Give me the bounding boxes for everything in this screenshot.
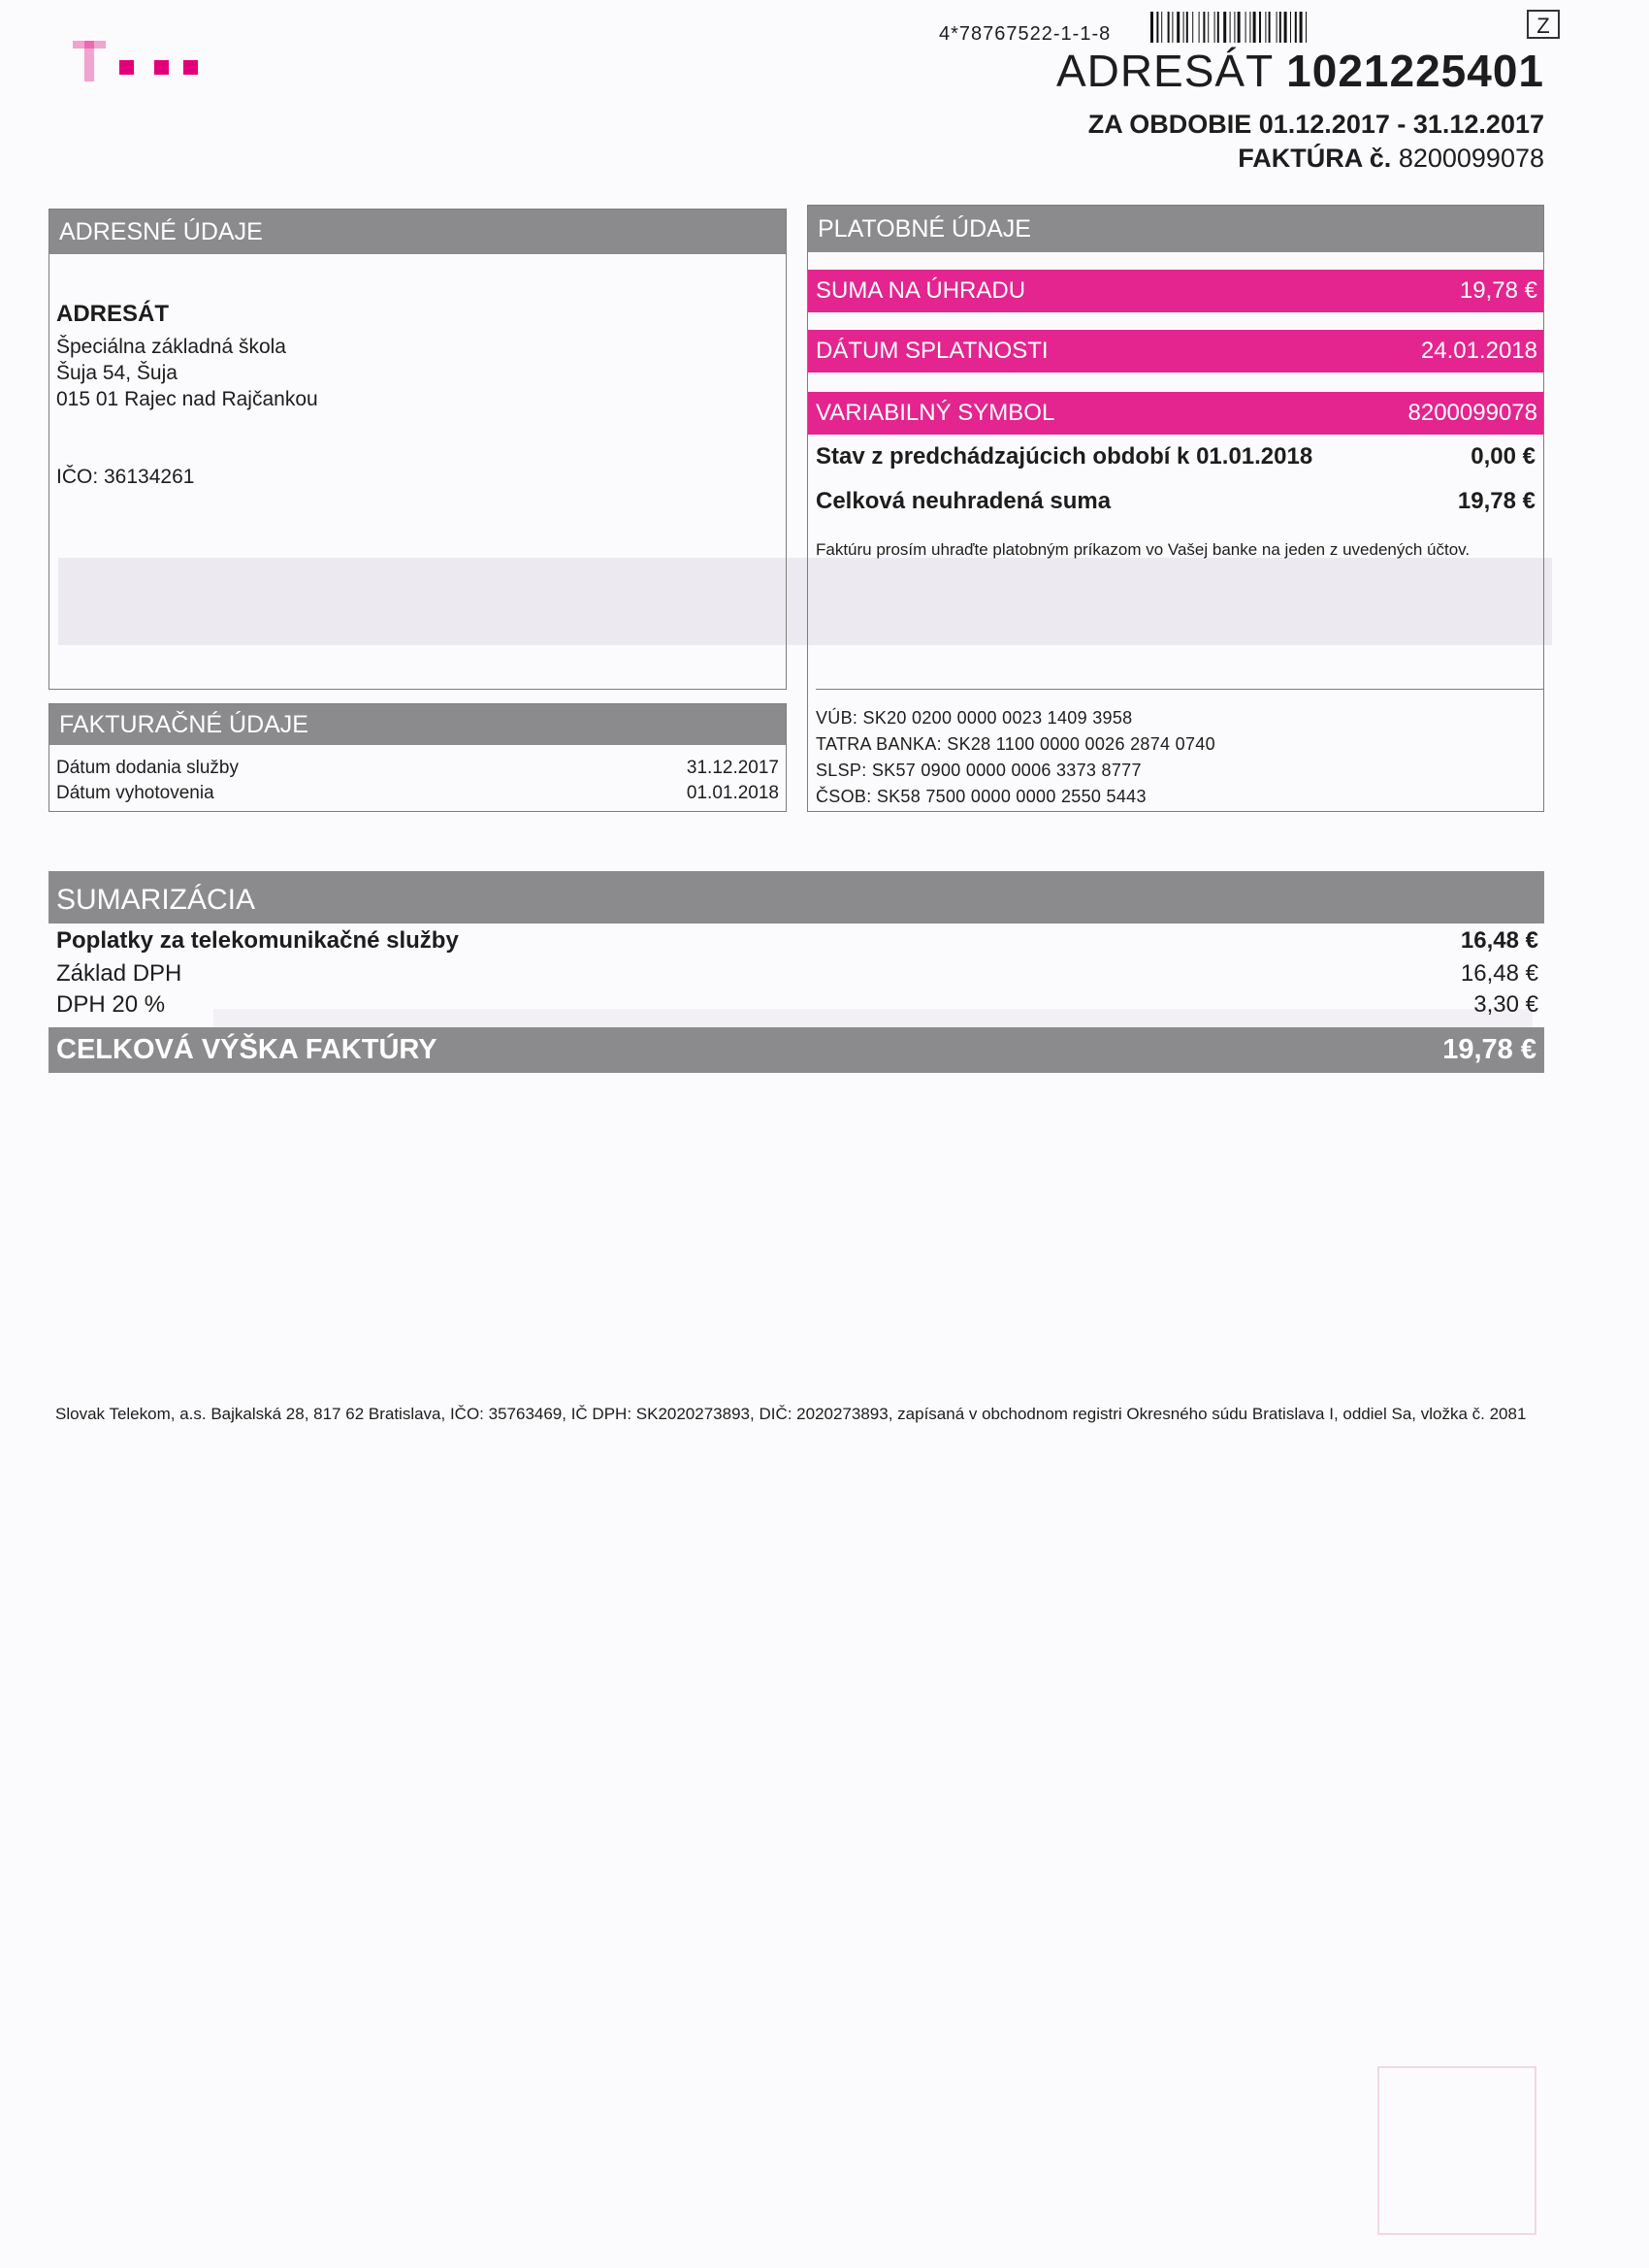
amount-due-label: SUMA NA ÚHRADU bbox=[816, 277, 1026, 304]
address-line: Špeciálna základná škola bbox=[56, 336, 286, 358]
barcode-stripe bbox=[1269, 12, 1271, 43]
billing-section-title: FAKTURAČNÉ ÚDAJE bbox=[49, 704, 786, 745]
invoice-total-label: CELKOVÁ VÝŠKA FAKTÚRY bbox=[56, 1034, 437, 1065]
address-label: ADRESÁT bbox=[56, 301, 170, 327]
barcode-stripe bbox=[1217, 12, 1219, 43]
divider bbox=[816, 689, 1543, 690]
barcode-stripe bbox=[1238, 12, 1241, 43]
barcode-stripe bbox=[1265, 12, 1266, 43]
address-ico: IČO: 36134261 bbox=[56, 466, 195, 488]
document-code: 4*78767522-1-1-8 bbox=[939, 23, 1112, 45]
barcode-stripe bbox=[1203, 12, 1205, 43]
barcode-stripe bbox=[1199, 12, 1200, 43]
summary-row bbox=[56, 927, 1538, 955]
payment-note: Faktúru prosím uhraďte platobným príkazom vo Vašej banke na jeden z uvedených účtov. bbox=[816, 540, 1471, 559]
addressee-label: ADRESÁT bbox=[1055, 46, 1274, 96]
invoice-total-value: 19,78 € bbox=[1442, 1034, 1536, 1065]
address-section bbox=[48, 209, 787, 690]
summary-row-value: 16,48 € bbox=[1460, 960, 1538, 987]
barcode-stripe bbox=[1249, 12, 1250, 43]
addressee-number-line bbox=[1056, 45, 1544, 97]
address-line: 015 01 Rajec nad Rajčankou bbox=[56, 388, 318, 410]
summary-row bbox=[56, 991, 1538, 1019]
barcode-stripe bbox=[1259, 12, 1261, 43]
barcode-stripe bbox=[1183, 12, 1184, 43]
barcode-stripe bbox=[1230, 12, 1231, 43]
logo-dot bbox=[119, 60, 134, 75]
address-section-title: ADRESNÉ ÚDAJE bbox=[49, 210, 786, 254]
due-date-label: DÁTUM SPLATNOSTI bbox=[816, 338, 1049, 364]
barcode-stripe bbox=[1279, 12, 1281, 43]
telekom-t-icon bbox=[73, 41, 106, 81]
barcode-stripe bbox=[1234, 12, 1235, 43]
previous-balance-value: 0,00 € bbox=[1471, 443, 1536, 470]
z-mark: Z bbox=[1527, 10, 1560, 39]
summary-row-label: DPH 20 % bbox=[56, 991, 166, 1018]
bank-account: SLSP: SK57 0900 0000 0006 3373 8777 bbox=[816, 761, 1142, 780]
summary-row-value: 3,30 € bbox=[1473, 991, 1538, 1018]
billing-row-label: Dátum dodania služby bbox=[56, 758, 239, 778]
billing-row-value: 01.01.2018 bbox=[686, 783, 779, 803]
bank-account: VÚB: SK20 0200 0000 0023 1409 3958 bbox=[816, 708, 1133, 728]
barcode-stripe bbox=[1150, 12, 1153, 43]
period-label: ZA OBDOBIE bbox=[1087, 110, 1252, 139]
barcode-stripe bbox=[1186, 12, 1188, 43]
variable-symbol-value: 8200099078 bbox=[1407, 400, 1537, 426]
barcode-stripe bbox=[1290, 12, 1291, 43]
barcode-stripe bbox=[1253, 12, 1256, 43]
total-unpaid-value: 19,78 € bbox=[1457, 488, 1536, 514]
invoice-total-bar bbox=[48, 1027, 1544, 1073]
billing-row-value: 31.12.2017 bbox=[686, 758, 779, 778]
summary-row-value: 16,48 € bbox=[1460, 927, 1538, 954]
total-unpaid-row bbox=[816, 488, 1536, 515]
barcode bbox=[1150, 12, 1492, 43]
bank-account: ČSOB: SK58 7500 0000 0000 2550 5443 bbox=[816, 787, 1147, 806]
amount-due-value: 19,78 € bbox=[1459, 277, 1537, 304]
logo-dot bbox=[183, 60, 198, 75]
bank-account: TATRA BANKA: SK28 1100 0000 0026 2874 0740 bbox=[816, 734, 1215, 754]
company-footer: Slovak Telekom, a.s. Bajkalská 28, 817 62 Bratislava, IČO: 35763469, IČ DPH: SK2020273893, DIČ: 2020273893, zapísaná v obchodnom registri Okresného súdu Bratislava I, oddiel Sa, vložka č. 2081 bbox=[55, 1405, 1527, 1423]
billing-section bbox=[48, 703, 787, 812]
period-value: 01.12.2017 - 31.12.2017 bbox=[1258, 110, 1544, 139]
billing-period bbox=[1088, 110, 1544, 140]
total-unpaid-label: Celková neuhradená suma bbox=[816, 488, 1112, 514]
logo-dot bbox=[154, 60, 169, 75]
previous-balance-label: Stav z predchádzajúcich období k 01.01.2018 bbox=[816, 443, 1313, 470]
barcode-stripe bbox=[1168, 12, 1170, 43]
amount-due-row bbox=[808, 270, 1543, 312]
barcode-stripe bbox=[1177, 12, 1180, 43]
billing-row bbox=[56, 758, 779, 779]
payment-section bbox=[807, 205, 1544, 812]
address-line: Šuja 54, Šuja bbox=[56, 362, 178, 384]
previous-balance-row bbox=[816, 443, 1536, 470]
variable-symbol-row bbox=[808, 392, 1543, 435]
summary-row-label: Poplatky za telekomunikačné služby bbox=[56, 927, 459, 954]
barcode-stripe bbox=[1208, 12, 1209, 43]
billing-row-label: Dátum vyhotovenia bbox=[56, 783, 214, 803]
barcode-stripe bbox=[1192, 12, 1193, 43]
summary-row-label: Základ DPH bbox=[56, 960, 182, 987]
addressee-number: 1021225401 bbox=[1286, 46, 1544, 96]
payment-section-title: PLATOBNÉ ÚDAJE bbox=[808, 206, 1543, 252]
barcode-stripe bbox=[1300, 12, 1303, 43]
barcode-stripe bbox=[1156, 12, 1158, 43]
variable-symbol-label: VARIABILNÝ SYMBOL bbox=[816, 400, 1055, 426]
barcode-stripe bbox=[1223, 12, 1226, 43]
billing-row bbox=[56, 783, 779, 804]
barcode-stripe bbox=[1161, 12, 1162, 43]
barcode-stripe bbox=[1295, 12, 1297, 43]
barcode-stripe bbox=[1214, 12, 1215, 43]
summary-section-title: SUMARIZÁCIA bbox=[48, 871, 1544, 923]
invoice-number-line bbox=[1238, 144, 1544, 174]
invoice-label: FAKTÚRA č. bbox=[1238, 144, 1392, 173]
barcode-stripe bbox=[1245, 12, 1246, 43]
barcode-stripe bbox=[1306, 12, 1307, 43]
barcode-stripe bbox=[1284, 12, 1287, 43]
due-date-row bbox=[808, 330, 1543, 373]
reverse-side-stamp bbox=[1377, 2066, 1536, 2235]
barcode-stripe bbox=[1172, 12, 1173, 43]
due-date-value: 24.01.2018 bbox=[1420, 338, 1537, 364]
invoice-number: 8200099078 bbox=[1398, 144, 1544, 173]
summary-row bbox=[56, 960, 1538, 988]
